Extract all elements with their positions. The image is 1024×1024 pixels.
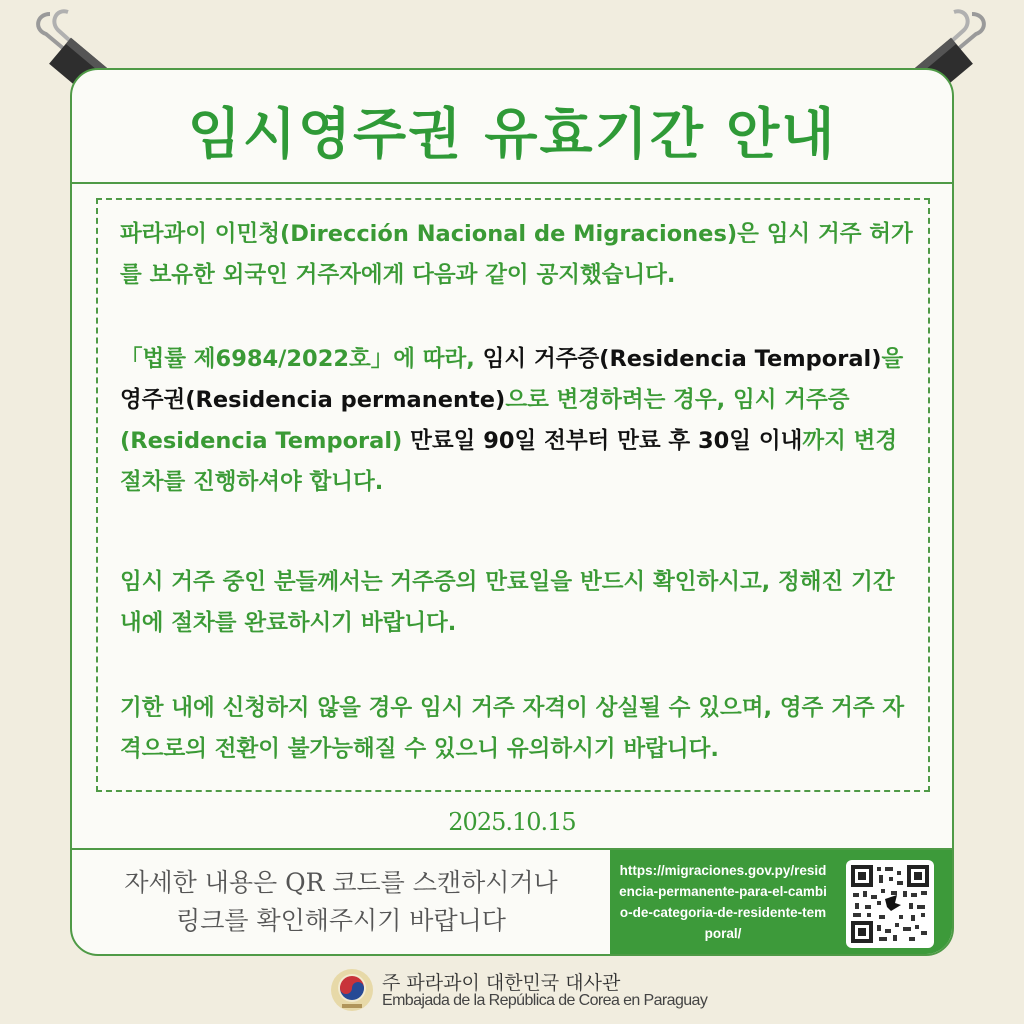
connector-text: 을 bbox=[881, 346, 904, 372]
page-title: 임시영주권 유효기간 안내 bbox=[187, 102, 837, 166]
notice-date: 2025.10.15 bbox=[448, 808, 576, 836]
permanent-residence-text: 영주권(Residencia permanente) bbox=[120, 387, 506, 413]
law-reference: 「법률 제6984/2022호」에 따라, bbox=[120, 346, 483, 372]
change-condition-text: 으로 변경하려는 경우, 임시 거주증(Residencia Temporal) bbox=[120, 387, 850, 454]
notice-paragraph-1: 파라과이 이민청(Dirección Nacional de Migraciones)은 임시 거주 허가를 보유한 외국인 거주자에게 다음과 같이 공지했습니다. bbox=[120, 221, 913, 288]
deadline-period-text: 만료일 90일 전부터 만료 후 30일 이내 bbox=[410, 428, 803, 454]
footer-instructions-line-1: 자세한 내용은 QR 코드를 스캔하시거나 bbox=[124, 868, 558, 897]
footer-instructions bbox=[86, 864, 596, 940]
notice-box bbox=[96, 198, 930, 792]
procedure-text: 까지 변경 절차를 진행하셔야 합니다. bbox=[120, 428, 898, 495]
embassy-name-korean: 주 파라과이 대한민국 대사관 bbox=[382, 972, 621, 994]
notice-card bbox=[70, 68, 954, 956]
notice-paragraph-4: 기한 내에 신청하지 않을 경우 임시 거주 자격이 상실될 수 있으며, 영주 거주 자격으로의 전환이 불가능해질 수 있으니 유의하시기 바랍니다. bbox=[120, 695, 905, 762]
title-divider bbox=[72, 182, 952, 184]
link-panel bbox=[610, 850, 954, 956]
notice-paragraph-3: 임시 거주 중인 분들께서는 거주증의 만료일을 반드시 확인하시고, 정해진 기간 내에 절차를 완료하시기 바랍니다. bbox=[120, 569, 895, 636]
notice-paragraph-2 bbox=[120, 339, 920, 503]
footer-instructions-line-2: 링크를 확인해주시기 바랍니다 bbox=[176, 906, 506, 935]
migraciones-link[interactable]: https://migraciones.gov.py/residencia-permanente-para-el-cambio-de-categoria-de-residente-temporal/ bbox=[619, 863, 827, 941]
embassy-name-spanish: Embajada de la República de Corea en Paraguay bbox=[382, 992, 708, 1009]
temporary-residence-text: 임시 거주증(Residencia Temporal) bbox=[482, 346, 882, 372]
embassy-emblem-icon bbox=[330, 968, 374, 1012]
qr-code-icon[interactable] bbox=[846, 860, 934, 948]
